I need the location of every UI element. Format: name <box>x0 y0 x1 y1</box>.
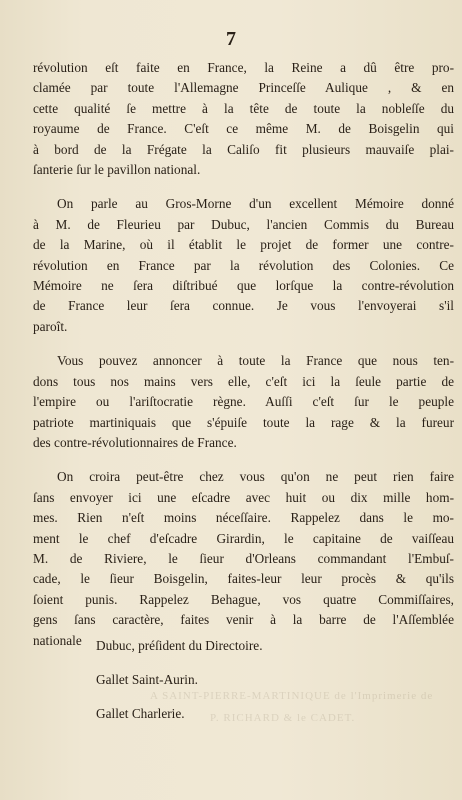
text-line: gens ſans caractère, faites venir à la barre de l'Aſſemblée <box>33 612 454 628</box>
text-line: ſanterie ſur le pavillon national. <box>33 162 201 178</box>
text-line: patriote martiniquais que s'épuiſe toute la rage & la fureur <box>33 414 454 430</box>
text-line: dons tous nos mains vers elle, c'eſt ici la ſeule partie de <box>33 373 454 389</box>
text-line: cade, le ſieur Boisgelin, faites-leur leur procès & qu'ils <box>33 571 454 587</box>
show-through-text: P. RICHARD & le CADET. <box>210 712 356 724</box>
signature-gallet-saint-aurin: Gallet Saint-Aurin. <box>96 672 198 687</box>
text-line: On croira peut-être chez vous qu'on ne peut rien faire <box>57 469 454 485</box>
text-line: M. de Riviere, le ſieur d'Orleans commandant l'Embuſ- <box>33 550 454 566</box>
paragraph <box>33 467 454 651</box>
text-line: des contre-révolutionnaires de France. <box>33 434 237 450</box>
text-line: Mémoire ne ſera diſtribué que lorſque la contre-révolution <box>33 278 454 294</box>
text-line: révolution en France par la révolution des Colonies. Ce <box>33 257 454 273</box>
signature-gallet-charlerie: Gallet Charlerie. <box>96 706 185 721</box>
text-line: Vous pouvez annoncer à toute la France que nous ten- <box>57 353 454 369</box>
text-line: ſans envoyer ici une eſcadre avec huit ou dix mille hom- <box>33 489 454 505</box>
signatures-block <box>96 636 263 738</box>
text-line: nationale <box>33 632 82 648</box>
text-line: ſoient punis. Rappelez Behague, vos quatre Commiſſaires, <box>33 591 454 607</box>
text-line: l'empire ou l'ariſtocratie règne. Auſſi c'eſt ſur le peuple <box>33 394 454 410</box>
text-line: mes. Rien n'eſt moins néceſſaire. Rappelez dans le mo- <box>33 510 454 526</box>
page-number: 7 <box>226 28 236 50</box>
text-line: cette qualité ſe mettre à la tête de toute la nobleſſe du <box>33 100 454 116</box>
paragraph <box>33 58 454 180</box>
signature-dubuc: Dubuc, préſident du Directoire. <box>96 638 263 653</box>
paragraph <box>33 351 454 453</box>
text-line: paroît. <box>33 318 68 334</box>
text-line: à bord de la Frégate la Caliſo fit plusieurs mauvaiſe plai- <box>33 141 454 157</box>
text-line: de France leur ſera connue. Je vous l'envoyerai s'il <box>33 298 454 314</box>
text-line: de la Marine, où il établit le projet de former une contre- <box>33 237 454 253</box>
text-line: royaume de France. C'eſt ce même M. de Boisgelin qui <box>33 121 454 137</box>
body-text <box>33 58 454 665</box>
text-line: à M. de Fleurieu par Dubuc, l'ancien Commis du Bureau <box>33 216 454 232</box>
paragraph <box>33 194 454 337</box>
text-line: On parle au Gros-Morne d'un excellent Mémoire donné <box>57 196 454 212</box>
text-line: ment le chef d'eſcadre Girardin, le capitaine de vaiſſeau <box>33 530 454 546</box>
text-line: clamée par toute l'Allemagne Princeſſe Aulique , & en <box>33 80 454 96</box>
text-line: révolution eſt faite en France, la Reine a dû être pro- <box>33 60 454 75</box>
show-through-text: A SAINT-PIERRE-MARTINIQUE de l'Imprimerie de <box>150 690 434 702</box>
